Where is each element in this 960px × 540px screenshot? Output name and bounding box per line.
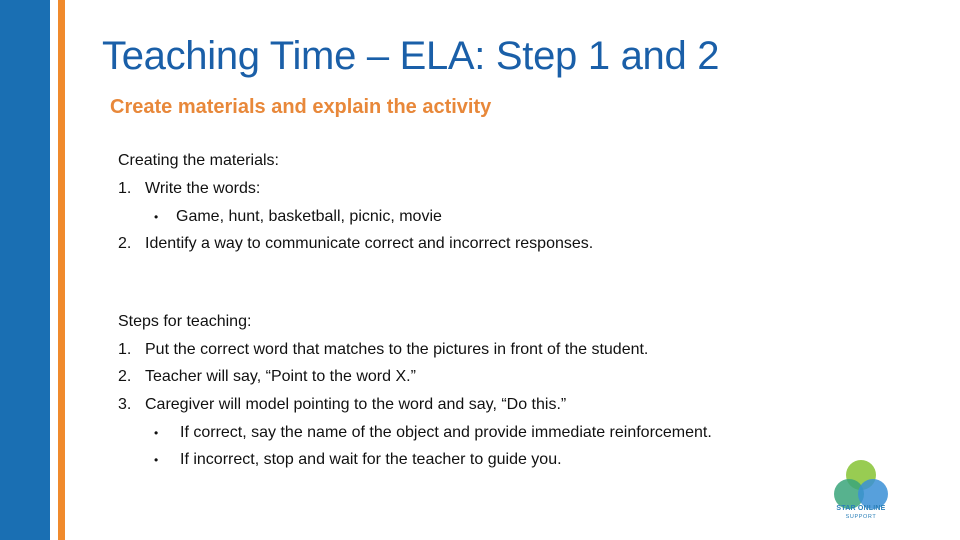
bullet-icon: • <box>154 453 159 467</box>
list-text: Teacher will say, “Point to the word X.” <box>145 368 416 385</box>
teaching-step-2 <box>118 368 416 386</box>
bullet-text: If incorrect, stop and wait for the teacher to guide you. <box>180 451 562 468</box>
materials-heading: Creating the materials: <box>118 152 279 169</box>
materials-step-2 <box>118 235 593 253</box>
slide-subtitle: Create materials and explain the activity <box>110 96 492 118</box>
teaching-step-3 <box>118 396 566 414</box>
materials-step-1 <box>118 180 260 198</box>
list-number: 2. <box>118 368 132 385</box>
list-number: 2. <box>118 235 132 252</box>
bullet-icon: • <box>154 426 159 440</box>
list-text: Write the words: <box>145 180 261 197</box>
slide-title: Teaching Time – ELA: Step 1 and 2 <box>102 34 720 78</box>
list-number: 1. <box>118 180 132 197</box>
teaching-bullet-incorrect <box>154 451 562 469</box>
bullet-text: Game, hunt, basketball, picnic, movie <box>176 208 442 225</box>
list-text: Put the correct word that matches to the pictures in front of the student. <box>145 341 649 358</box>
bullet-text: If correct, say the name of the object and provide immediate reinforcement. <box>180 424 712 441</box>
bullet-icon: • <box>154 210 159 224</box>
logo-name: STAR ONLINE <box>836 505 886 512</box>
left-orange-bar <box>58 0 65 540</box>
teaching-heading: Steps for teaching: <box>118 313 252 330</box>
logo-tagline: SUPPORT <box>845 514 877 520</box>
left-blue-bar <box>0 0 50 540</box>
teaching-bullet-correct <box>154 424 712 442</box>
list-number: 1. <box>118 341 132 358</box>
list-number: 3. <box>118 396 132 413</box>
teaching-step-1 <box>118 341 648 359</box>
materials-step-1-bullet <box>154 208 442 226</box>
list-text: Caregiver will model pointing to the word and say, “Do this.” <box>145 396 567 413</box>
list-text: Identify a way to communicate correct and incorrect responses. <box>145 235 594 252</box>
